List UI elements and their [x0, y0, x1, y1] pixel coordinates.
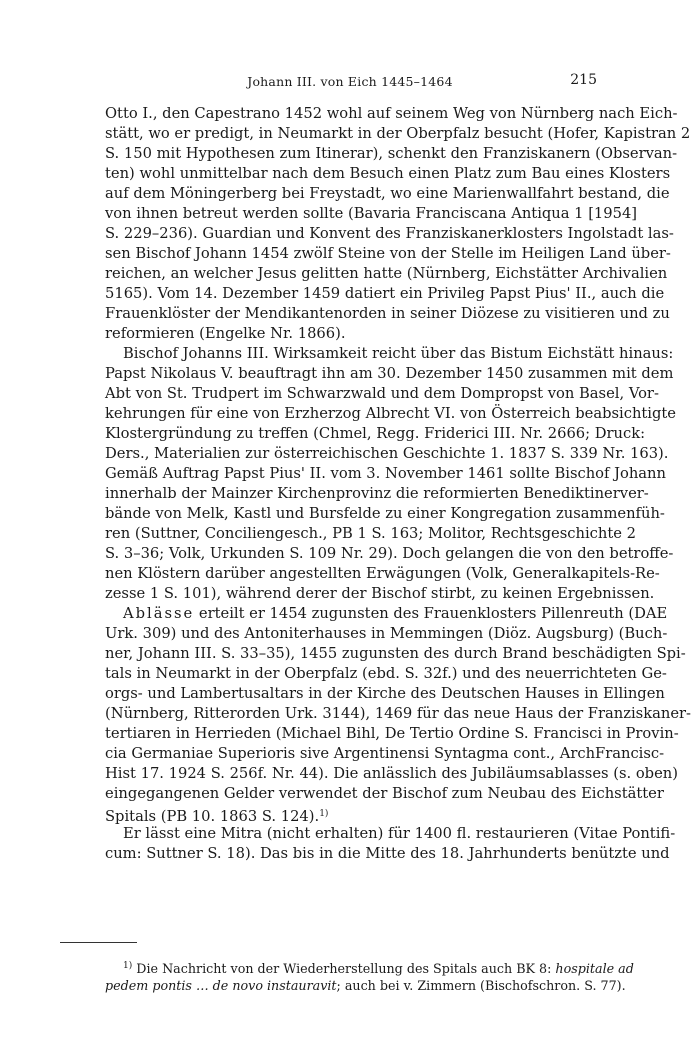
text-line: Bischof Johanns III. Wirksamkeit reicht über das Bistum Eichstätt hinaus: — [123, 345, 674, 362]
text-line: ren (Suttner, Conciliengesch., PB 1 S. 163; Molitor, Rechtsgeschichte 2 — [105, 525, 636, 542]
text-line: von ihnen betreut werden sollte (Bavaria Franciscana Antiqua 1 [1954] — [105, 205, 638, 222]
text-line: Otto I., den Capestrano 1452 wohl auf seinem Weg von Nürnberg nach Eich- — [105, 105, 678, 122]
text-line: tertiaren in Herrieden (Michael Bihl, De Tertio Ordine S. Francisci in Provin- — [105, 725, 679, 742]
text-line: tals in Neumarkt in der Oberpfalz (ebd. S. 32f.) und des neuerrichteten Ge- — [105, 665, 667, 682]
text-line: Er lässt eine Mitra (nicht erhalten) für 1400 fl. restaurieren (Vitae Pontifi- — [123, 825, 676, 842]
footnote-text: ; auch bei v. Zimmern (Bischofschron. S. 77). — [336, 978, 626, 993]
footnote-rule — [60, 942, 137, 943]
text-line: sen Bischof Johann 1454 zwölf Steine von der Stelle im Heiligen Land über- — [105, 245, 671, 262]
text-line: reformieren (Engelke Nr. 1866). — [105, 325, 346, 342]
text-line: S. 229–236). Guardian und Konvent des Franziskanerklosters Ingolstadt las- — [105, 225, 674, 242]
footnote-latin-quote: pedem pontis … de novo instauravit — [105, 978, 337, 993]
text-line: cia Germaniae Superioris sive Argentinensi Syntagma cont., ArchFrancisc- — [105, 745, 665, 762]
text-line: eingegangenen Gelder verwendet der Bischof zum Neubau des Eichstätter — [105, 785, 664, 802]
text-line: auf dem Möningerberg bei Freystadt, wo eine Marienwallfahrt bestand, die — [105, 185, 670, 202]
text-line: ten) wohl unmittelbar nach dem Besuch einen Platz zum Bau eines Klosters — [105, 165, 671, 182]
text-line: S. 150 mit Hypothesen zum Itinerar), schenkt den Franziskanern (Observan- — [105, 145, 678, 162]
page-header — [0, 71, 700, 91]
text-line: zesse 1 S. 101), während derer der Bischof stirbt, zu keinen Ergebnissen. — [105, 585, 655, 602]
text-line-content: Spitals (PB 10. 1863 S. 124). — [105, 808, 320, 825]
footnote-text: Die Nachricht von der Wiederherstellung des Spitals auch BK 8: — [136, 961, 552, 976]
text-line: Gemäß Auftrag Papst Pius' II. vom 3. November 1461 sollte Bischof Johann — [105, 465, 666, 482]
footnote-marker: 1) — [123, 961, 133, 971]
running-title: Johann III. von Eich 1445–1464 — [247, 74, 453, 89]
text-line: Abt von St. Trudpert im Schwarzwald und dem Dompropst von Basel, Vor- — [105, 385, 659, 402]
text-line: bände von Melk, Kastl und Bursfelde zu einer Kongregation zusammenfüh- — [105, 505, 665, 522]
text-line: Ders., Materialien zur österreichischen Geschichte 1. 1837 S. 339 Nr. 163). — [105, 445, 669, 462]
text-line: stätt, wo er predigt, in Neumarkt in der Oberpfalz besucht (Hofer, Kapistran 2 — [105, 125, 691, 142]
text-line: cum: Suttner S. 18). Das bis in die Mitte des 18. Jahrhunderts benützte und — [105, 845, 670, 862]
text-line: Klostergründung zu treffen (Chmel, Regg. Friderici III. Nr. 2666; Druck: — [105, 425, 646, 442]
ablaesse-word: Ablässe — [123, 605, 195, 622]
text-line: (Nürnberg, Ritterorden Urk. 3144), 1469 für das neue Haus der Franziskaner- — [105, 705, 691, 722]
footnote-line — [105, 976, 626, 996]
text-line — [105, 604, 668, 624]
text-line: nen Klöstern darüber angestellten Erwägungen (Volk, Generalkapitels-Re- — [105, 565, 660, 582]
text-line: Frauenklöster der Mendikantenorden in seiner Diözese zu visitieren und zu — [105, 305, 670, 322]
text-line: reichen, an welcher Jesus gelitten hatte (Nürnberg, Eichstätter Archivalien — [105, 265, 668, 282]
footnote-reference[interactable]: 1) — [319, 809, 329, 819]
text-line: kehrungen für eine von Erzherzog Albrecht VI. von Österreich beabsichtigte — [105, 405, 676, 422]
text-line: Urk. 309) und des Antoniterhauses in Memmingen (Diöz. Augsburg) (Buch- — [105, 625, 668, 642]
text-line: orgs- und Lambertusaltars in der Kirche des Deutschen Hauses in Ellingen — [105, 685, 665, 702]
text-line: 5165). Vom 14. Dezember 1459 datiert ein Privileg Papst Pius' II., auch die — [105, 285, 665, 302]
text-line: S. 3–36; Volk, Urkunden S. 109 Nr. 29). Doch gelangen die von den betroffe- — [105, 545, 674, 562]
text-line: ner, Johann III. S. 33–35), 1455 zugunsten des durch Brand beschädigten Spi- — [105, 645, 686, 662]
text-line: innerhalb der Mainzer Kirchenprovinz die reformierten Benediktinerver- — [105, 485, 649, 502]
footnote-latin-quote: hospitale ad — [555, 961, 634, 976]
text-line-rest: erteilt er 1454 zugunsten des Frauenklosters Pillenreuth (DAE — [198, 605, 668, 622]
page-number: 215 — [570, 72, 597, 88]
text-line: Papst Nikolaus V. beauftragt ihn am 30. Dezember 1450 zusammen mit dem — [105, 365, 674, 382]
text-line: Hist 17. 1924 S. 256f. Nr. 44). Die anlässlich des Jubiläumsablasses (s. oben) — [105, 765, 678, 782]
